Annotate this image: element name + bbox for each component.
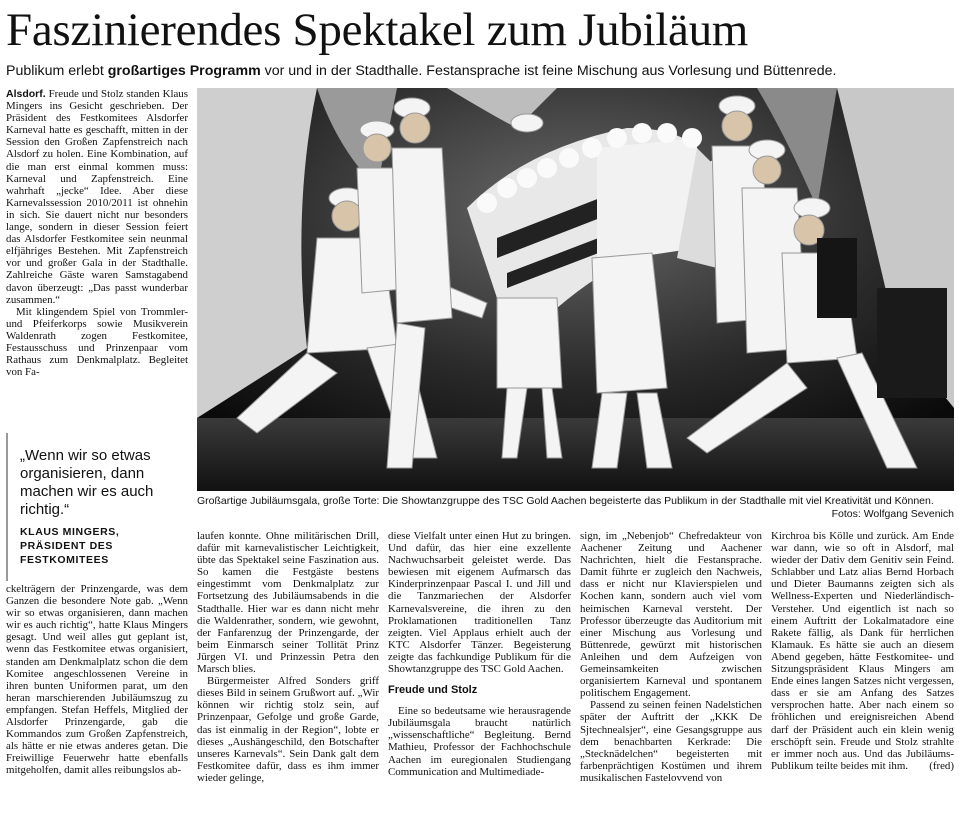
pull-quote (6, 433, 184, 581)
paragraph-text: Freude und Stolz standen Klaus Mingers ins Gesicht geschrieben. Der Präsident des Festkomitees Alsdorfer Karneval hatte es geschafft, mitten in der Session den Großen Zapfenstreich nach Alsdorf zu holen. Eine Kombination, auf die man erst einmal kommen muss: Karneval und Zapfenstreich. Eine wahrhaft „jecke“ Idee. Aber diese Karnevalssession 2010/2011 ist ohnehin in sich. Sie dauert nicht nur besonders lange, sondern in dieser Session feiert das Alsdorfer Festkomitee sein neunmal elfjähriges Bestehen. Mit Zapfenstreich vor und großer Gala in der Stadthalle. Zahlreiche Gäste waren Samstagabend davon überzeugt: „Das passt wunderbar zusammen.“ (6, 88, 188, 306)
headline: Faszinierendes Spektakel zum Jubiläum (6, 4, 749, 56)
article-paragraph: diese Vielfalt unter einen Hut zu bringen. Und dafür, das hier eine exzellente Nachwuchsarbeit geleistet werde. Das bewiesen mit eigenem Aufmarsch das Kinderprinzenpaar Pascal I. und Jill und die Tanzmariechen der Alsdorfer Karnevalsvereine, die ihren zu den Proklamationen traditionellen Tanz zeigten. Viel Applaus erhielt auch der KTC Alsdorfer Tänzer. Begeisterung zeigte das fachkundige Publikum für die Showtanzgruppe des TSC Gold Aachen. (388, 530, 571, 676)
quote-role: PRÄSIDENT DES FESTKOMITEES (20, 540, 113, 566)
article-column-1-bottom (6, 583, 188, 837)
photo-showtanzgruppe (197, 88, 954, 491)
article-paragraph (6, 88, 188, 306)
section-subtitle: Freude und Stolz (388, 684, 478, 697)
article-column-4 (580, 530, 762, 837)
photo-illustration (197, 88, 954, 491)
subhead-bold: großartiges Programm (107, 63, 261, 79)
article-paragraph: sign, im „Nebenjob“ Chefredakteur von Aachener Zeitung und Aachener Nachrichten, hielt die Festansprache. Damit führte er zugleich den Nachweis, dass er nicht nur Klavierspielen und Kochen kann, sondern auch viel vom heimischen Karneval versteht. Der Professor überzeugte das Auditorium mit einer Mischung aus Vorlesung und Büttenrede, gewürzt mit historischen Anleihen und dem Aufzeigen von Gemeinsamkeiten zwischen organisiertem Karneval und spontanem politischem Engagement. (580, 530, 762, 700)
quote-attribution (20, 525, 184, 567)
article-paragraph: laufen konnte. Ohne militärischen Drill, dafür mit karnevalistischer Leichtigkeit, übte das Spektakel seine Faszination aus. So kamen die Festgäste bestens eingestimmt vom Denkmalplatz zur Fortsetzung des Jubiläumsabends in die Stadthalle. Hier war es dann nicht mehr die Waldenrather, sondern, wie gewohnt, der Fanfarenzug der Prinzengarde, der beim Einmarsch seiner Tollität Prinz Jürgen VI. und Prinzessin Petra den Marsch blies. (197, 530, 379, 676)
article-paragraph (771, 530, 954, 772)
article-column-3 (388, 530, 571, 837)
article-column-2 (197, 530, 379, 837)
author-tag: (fred) (929, 759, 954, 772)
article-paragraph: Eine so bedeutsame wie herausragende Jubiläumsgala braucht natürlich „wissenschaftliche“ Begleitung. Bernd Mathieu, Professor der Fachhochschule Aachen im euregionalen Studiengang Communication and Multimediade- (388, 705, 571, 778)
article-paragraph: Bürgermeister Alfred Sonders griff dieses Bild in seinem Grußwort auf. „Wir können wir richtig stolz sein, auf Prinzenpaar, Gefolge und große Garde, das ist einmalig in der Region“, lobte er dieses „Aushängeschild, den Botschafter unseres Karnevals“. Sein Dank galt dem Festkomitee dafür, dass es ihm immer wieder gelinge, (197, 675, 379, 784)
subhead-pre: Publikum erlebt (6, 63, 108, 79)
quote-name: KLAUS MINGERS, (20, 526, 120, 538)
article-column-1-top (6, 88, 188, 428)
subhead-post: vor und in der Stadthalle. Festansprache ist feine Mischung aus Vorlesung und Büttenrede. (260, 63, 837, 79)
quote-text: „Wenn wir so etwas organisieren, dann machen wir es auch richtig.“ (20, 447, 154, 518)
paragraph-text: Kirchroa bis Kölle und zurück. Am Ende war dann, wie so oft in Alsdorf, mal wieder der Dativ dem Genitiv sein Feind. Schlabber und Latz alias Bernd Horbach und Dieter Baumanns zeigten sich als Wellness-Experten und Niederländisch-Versteher. Und eigentlich ist nach so einem Auftritt der Lokalmatadore eine Rakete fällig, als Dank für herrlichen Klamauk. Es hätte sie auch an diesem Abend gegeben, hätte Festkomitee- und Sitzungspräsident Klaus Mingers am Ende eines langen Satzes nicht vergessen, dass er sie am Anfang des Satzes versprochen hatte. Aber nach einem so fröhlichen und ereignisreichen Abend darf der Präsident auch ein klein wenig erschöpft sein. Freude und Stolz strahlte er immer noch aus. Und das Jubiläums-Publikum teilte beides mit ihm. (771, 530, 954, 772)
photo-caption: Großartige Jubiläumsgala, große Torte: Die Showtanzgruppe des TSC Gold Aachen begeisterte das Publikum in der Stadthalle mit viel Kreativität und Können. (197, 495, 934, 507)
article-paragraph: ckelträgern der Prinzengarde, was dem Ganzen die besondere Note gab. „Wenn wir so etwas organisieren, dann machen wir es auch richtig“, hatte Klaus Mingers gesagt. Und weil alles gut geplant ist, wenn das Festkomitee etwas organisiert, standen am Denkmalplatz schon die dem Komitee angeschlossenen Vereine in ihren bunten Uniformen parat, um den heran marschierenden Jubiläumszug zu empfangen. Stefan Heffels, Mitglied der Alsdorfer Prinzengarde, gab die Kommandos zum Großen Zapfenstreich, als hätte er nie etwas anderes getan. Die Freiwillige Feuerwehr hatte ebenfalls mitgeholfen, damit alles reibungslos ab- (6, 583, 188, 777)
dateline: Alsdorf. (6, 88, 46, 100)
subheadline (6, 62, 956, 80)
article-paragraph: Mit klingendem Spiel von Trommler- und Pfeiferkorps sowie Musikverein Waldenrath zogen Festkomitee, Festausschuss und Prinzenpaar vom Rathaus zum Denkmalplatz. Begleitet von Fa- (6, 305, 188, 379)
article-column-5 (771, 530, 954, 837)
photo-credit: Fotos: Wolfgang Sevenich (831, 508, 954, 520)
article-paragraph: Passend zu seinen feinen Nadelstichen später der Auftritt der „KKK De Sjtechnealsjer“, eine Gesangsgruppe aus dem benachbarten Kerkrade: Die „Stecknädelchen“ begeisterten mit farbenprächtigen Kostümen und ihrem musikalischen Fastelovvend von (580, 699, 762, 784)
